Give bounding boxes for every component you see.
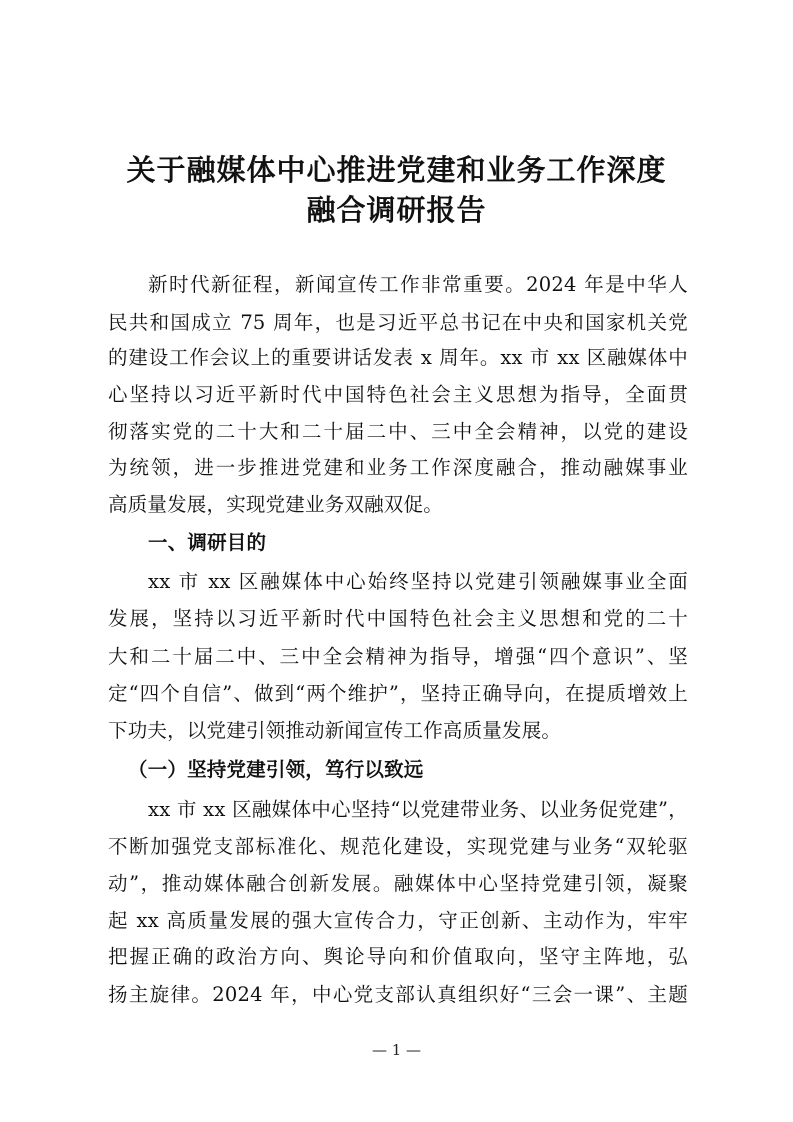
document-title-line-1: 关于融媒体中心推进党建和业务工作深度 [126,153,667,187]
paragraph-2-line-3: 大和二十届二中、三中全会精神为指导，增强“四个意识”、坚 [108,645,688,668]
paragraph-2-line-2: 发展，坚持以习近平新时代中国特色社会主义思想和党的二十 [108,607,688,630]
section-heading-1: 一、调研目的 [148,531,267,554]
paragraph-3-line-6: 扬主旋律。2024 年，中心党支部认真组织好“三会一课”、主题 [108,983,688,1006]
paragraph-1-line-1: 新时代新征程，新闻宣传工作非常重要。2024 年是中华人 [148,273,688,296]
paragraph-3-line-1: xx 市 xx 区融媒体中心坚持“以党建带业务、以业务促党建”， [148,798,688,821]
paragraph-1-line-2: 民共和国成立 75 周年，也是习近平总书记在中央和国家机关党 [108,311,688,334]
paragraph-1-line-3: 的建设工作会议上的重要讲话发表 x 周年。xx 市 xx 区融媒体中 [108,346,688,369]
subsection-heading-1: （一）坚持党建引领，笃行以致远 [128,758,424,781]
paragraph-3-line-5: 把握正确的政治方向、舆论导向和价值取向，坚守主阵地，弘 [108,945,688,968]
paragraph-1-line-6: 为统领，进一步推进党建和业务工作深度融合，推动融媒事业 [108,456,688,479]
paragraph-3-line-2: 不断加强党支部标准化、规范化建设，实现党建与业务“双轮驱 [108,835,688,858]
paragraph-1-line-4: 心坚持以习近平新时代中国特色社会主义思想为指导，全面贯 [108,383,688,406]
paragraph-3-line-4: 起 xx 高质量发展的强大宣传合力，守正创新、主动作为，牢牢 [108,909,688,932]
paragraph-2-line-1: xx 市 xx 区融媒体中心始终坚持以党建引领融媒事业全面 [148,570,688,593]
paragraph-1-line-7: 高质量发展，实现党建业务双融双促。 [108,493,443,516]
paragraph-1-line-5: 彻落实党的二十大和二十届二中、三中全会精神，以党的建设 [108,420,688,443]
document-title-line-2: 融合调研报告 [306,193,487,227]
paragraph-2-line-5: 下功夫，以党建引领推动新闻宣传工作高质量发展。 [108,719,562,742]
page-number: — 1 — [371,1041,422,1059]
paragraph-2-line-4: 定“四个自信”、做到“两个维护”，坚持正确导向，在提质增效上 [108,682,688,705]
paragraph-3-line-3: 动”，推动媒体融合创新发展。融媒体中心坚持党建引领，凝聚 [108,872,688,895]
